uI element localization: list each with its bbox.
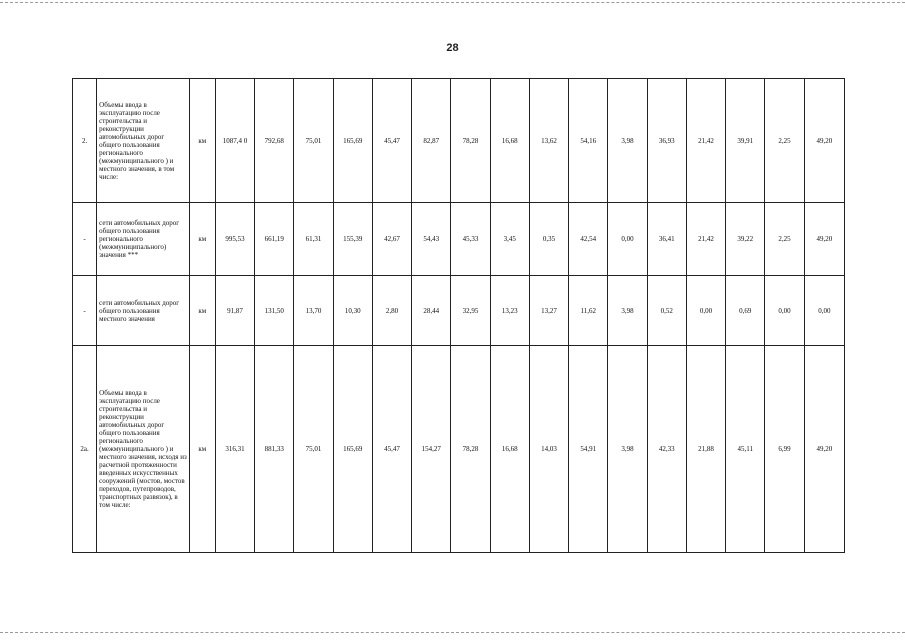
value-cell: 2,80 xyxy=(372,276,411,346)
value-cell: 1087,4 0 xyxy=(215,79,254,203)
value-cell: 14,03 xyxy=(529,346,568,553)
value-cell: 54,91 xyxy=(569,346,608,553)
page-number: 28 xyxy=(446,42,459,54)
row-unit: км xyxy=(189,276,215,346)
table-body xyxy=(73,79,845,553)
value-cell: 36,93 xyxy=(647,79,686,203)
value-cell: 39,91 xyxy=(726,79,765,203)
row-unit: км xyxy=(189,79,215,203)
value-cell: 21,88 xyxy=(686,346,725,553)
value-cell: 91,87 xyxy=(215,276,254,346)
value-cell: 21,42 xyxy=(686,203,725,276)
value-cell: 316,31 xyxy=(215,346,254,553)
value-cell: 0,00 xyxy=(765,276,804,346)
value-cell: 11,62 xyxy=(569,276,608,346)
value-cell: 45,47 xyxy=(372,79,411,203)
value-cell: 995,53 xyxy=(215,203,254,276)
scan-edge-bottom xyxy=(0,632,905,633)
row-index: - xyxy=(73,203,97,276)
value-cell: 49,20 xyxy=(804,79,844,203)
value-cell: 661,19 xyxy=(255,203,294,276)
value-cell: 42,33 xyxy=(647,346,686,553)
row-unit: км xyxy=(189,203,215,276)
value-cell: 6,99 xyxy=(765,346,804,553)
row-index: - xyxy=(73,276,97,346)
value-cell: 42,67 xyxy=(372,203,411,276)
value-cell: 13,23 xyxy=(490,276,529,346)
row-index: 2. xyxy=(73,79,97,203)
value-cell: 0,35 xyxy=(529,203,568,276)
value-cell: 78,28 xyxy=(451,346,490,553)
value-cell: 0,00 xyxy=(686,276,725,346)
value-cell: 42,54 xyxy=(569,203,608,276)
value-cell: 131,50 xyxy=(255,276,294,346)
value-cell: 61,31 xyxy=(294,203,333,276)
value-cell: 45,47 xyxy=(372,346,411,553)
value-cell: 13,70 xyxy=(294,276,333,346)
value-cell: 16,68 xyxy=(490,346,529,553)
value-cell: 0,52 xyxy=(647,276,686,346)
value-cell: 45,11 xyxy=(726,346,765,553)
value-cell: 165,69 xyxy=(333,346,372,553)
value-cell: 2,25 xyxy=(765,203,804,276)
value-cell: 155,39 xyxy=(333,203,372,276)
table-row xyxy=(73,346,845,553)
row-description: Объемы ввода в эксплуатацию после строительства и реконструкции автомобильных дорог общего пользования регионального (межмуниципального ) и местного значения, исходя из расчетной протяженности введенных искусственных сооружений (мостов, мостов переходов, путепроводов, транспортных развязок), в том числе: xyxy=(97,346,190,553)
value-cell: 3,45 xyxy=(490,203,529,276)
scan-edge-top xyxy=(0,2,905,3)
value-cell: 49,20 xyxy=(804,346,844,553)
data-table xyxy=(72,78,845,553)
value-cell: 45,33 xyxy=(451,203,490,276)
value-cell: 13,62 xyxy=(529,79,568,203)
table-row xyxy=(73,79,845,203)
value-cell: 78,28 xyxy=(451,79,490,203)
row-index: 2а. xyxy=(73,346,97,553)
value-cell: 165,69 xyxy=(333,79,372,203)
value-cell: 49,20 xyxy=(804,203,844,276)
row-description: сети автомобильных дорог общего пользования регионального (межмуниципального) значения *** xyxy=(97,203,190,276)
row-unit: км xyxy=(189,346,215,553)
value-cell: 54,16 xyxy=(569,79,608,203)
value-cell: 13,27 xyxy=(529,276,568,346)
value-cell: 21,42 xyxy=(686,79,725,203)
value-cell: 792,68 xyxy=(255,79,294,203)
value-cell: 0,00 xyxy=(608,203,647,276)
value-cell: 75,01 xyxy=(294,346,333,553)
value-cell: 3,98 xyxy=(608,276,647,346)
row-description: сети автомобильных дорог общего пользования местного значения xyxy=(97,276,190,346)
value-cell: 28,44 xyxy=(412,276,451,346)
value-cell: 0,69 xyxy=(726,276,765,346)
value-cell: 3,98 xyxy=(608,79,647,203)
row-description: Объемы ввода в эксплуатацию после строительства и реконструкции автомобильных дорог общего пользования регионального (межмуниципального ) и местного значения, в том числе: xyxy=(97,79,190,203)
value-cell: 154,27 xyxy=(412,346,451,553)
table-row xyxy=(73,276,845,346)
value-cell: 39,22 xyxy=(726,203,765,276)
value-cell: 32,95 xyxy=(451,276,490,346)
value-cell: 10,30 xyxy=(333,276,372,346)
value-cell: 3,98 xyxy=(608,346,647,553)
value-cell: 16,68 xyxy=(490,79,529,203)
value-cell: 0,00 xyxy=(804,276,844,346)
value-cell: 36,41 xyxy=(647,203,686,276)
value-cell: 54,43 xyxy=(412,203,451,276)
value-cell: 75,01 xyxy=(294,79,333,203)
table-row xyxy=(73,203,845,276)
value-cell: 82,87 xyxy=(412,79,451,203)
value-cell: 2,25 xyxy=(765,79,804,203)
value-cell: 881,33 xyxy=(255,346,294,553)
